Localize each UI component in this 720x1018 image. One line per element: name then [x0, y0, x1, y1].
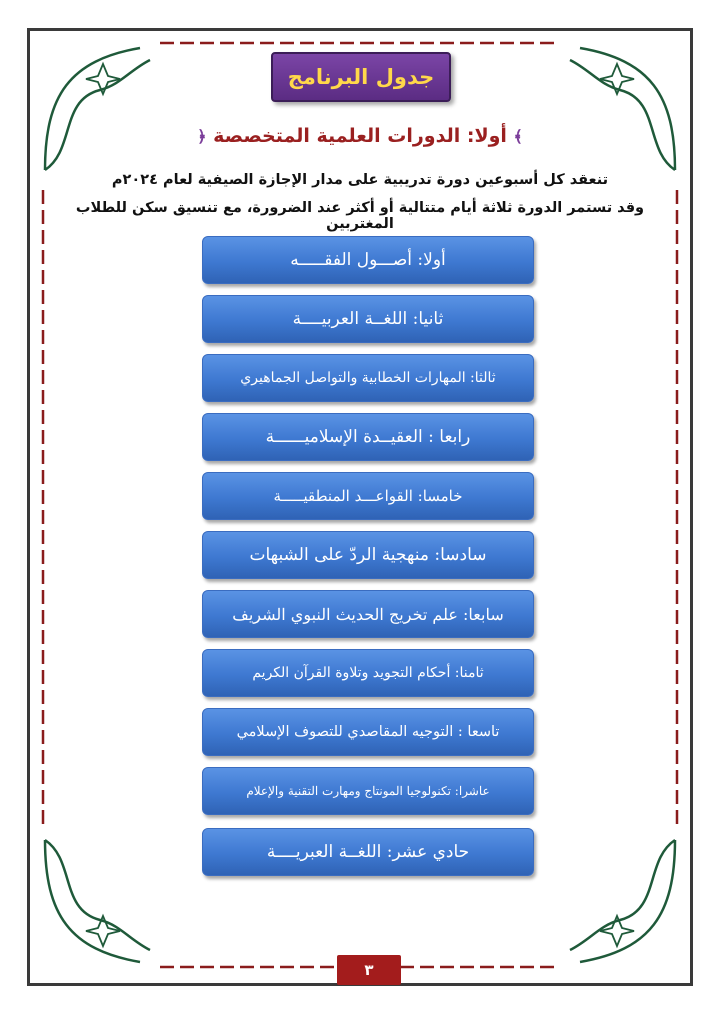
heading-bracket-right: ﴿: [197, 127, 207, 146]
intro-line-2: وقد تستمر الدورة ثلاثة أيام متتالية أو أكثر عند الضرورة، مع تنسيق سكن للطلاب المغتربين: [75, 200, 645, 232]
page-number-badge: ٣: [337, 955, 401, 985]
course-item-rhetoric: ثالثا: المهارات الخطابية والتواصل الجماهيري: [202, 354, 534, 402]
course-item-sufism: تاسعا : التوجيه المقاصدي للتصوف الإسلامي: [202, 708, 534, 756]
course-item-usul-fiqh: أولا: أصـــول الفقـــــه: [202, 236, 534, 284]
course-item-refutation: سادسا: منهجية الردّ على الشبهات: [202, 531, 534, 579]
section-heading-text: أولا: الدورات العلمية المتخصصة: [213, 125, 507, 147]
course-item-aqeedah: رابعا : العقيــدة الإسلاميــــــة: [202, 413, 534, 461]
course-item-tajweed: ثامنا: أحكام التجويد وتلاوة القرآن الكريم: [202, 649, 534, 697]
section-heading: [180, 125, 540, 147]
course-item-arabic: ثانيا: اللغــة العربيــــة: [202, 295, 534, 343]
heading-bracket-left: ﴾: [513, 127, 523, 146]
course-item-logic: خامسا: القواعـــد المنطقيـــــة: [202, 472, 534, 520]
page-title: جدول البرنامج: [271, 52, 451, 102]
course-item-media: عاشرا: تكنولوجيا المونتاج ومهارت التقنية والإعلام: [202, 767, 534, 815]
course-item-hebrew: حادي عشر: اللغــة العبريــــة: [202, 828, 534, 876]
intro-line-1: تنعقد كل أسبوعين دورة تدريبية على مدار الإجازة الصيفية لعام ٢٠٢٤م: [111, 172, 609, 188]
course-item-hadith: سابعا: علم تخريج الحديث النبوي الشريف: [202, 590, 534, 638]
